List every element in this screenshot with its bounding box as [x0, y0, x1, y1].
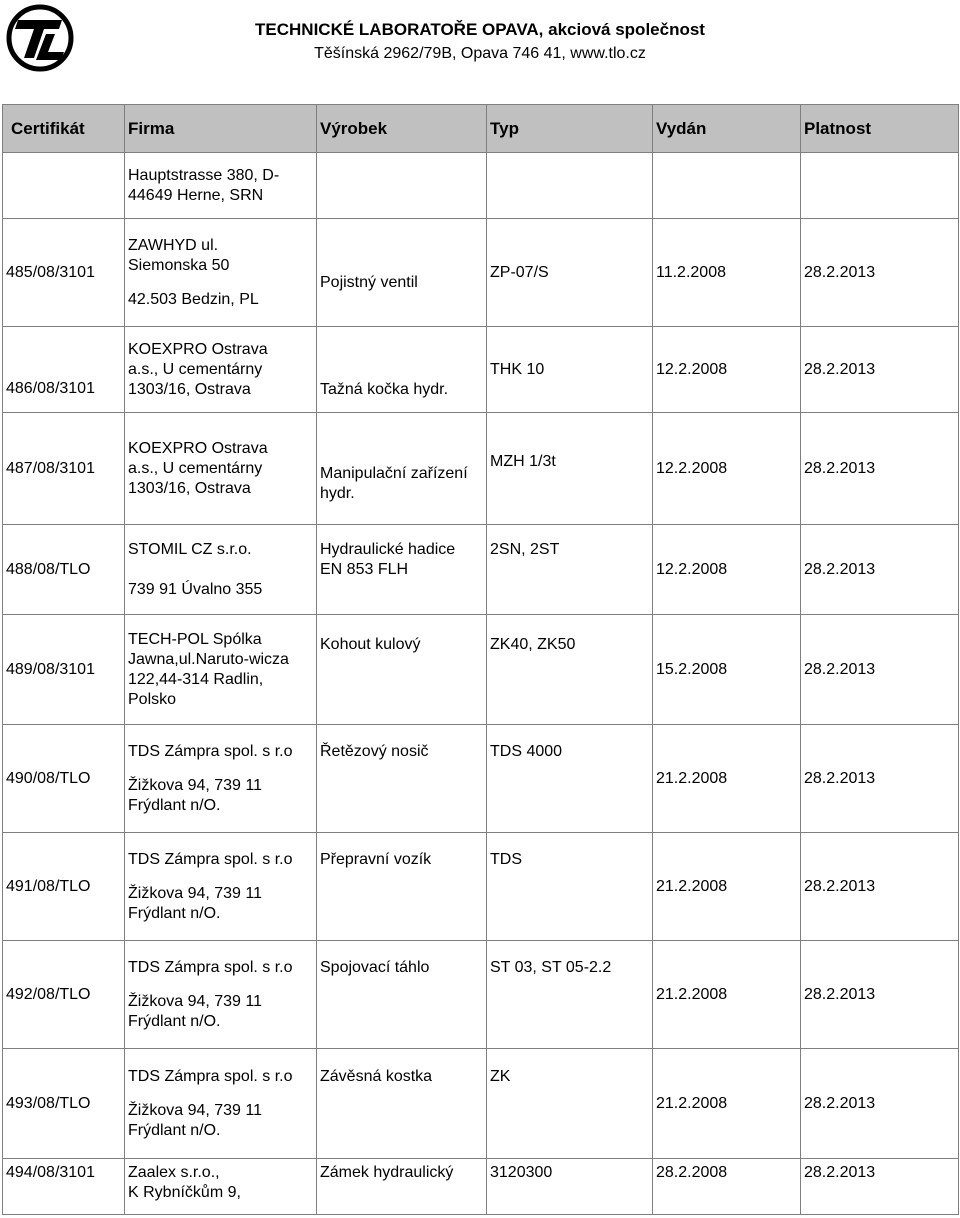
cert-cell: 491/08/TLO: [3, 833, 125, 941]
firm-line: 42.503 Bedzin, PL: [128, 290, 259, 308]
cert-cell: 494/08/3101: [3, 1159, 125, 1215]
table-row: [3, 615, 959, 725]
firm-cell: [125, 1159, 317, 1215]
company-address: Těšínská 2962/79B, Opava 746 41, www.tlo.cz: [314, 45, 646, 62]
product-cell: Spojovací táhlo: [317, 941, 487, 1049]
firm-line: TDS Zámpra spol. s r.o: [128, 742, 293, 760]
header-firm: Firma: [125, 105, 317, 153]
company-name: TECHNICKÉ LABORATOŘE OPAVA, akciová společnost: [255, 20, 705, 39]
firm-line: Žižkova 94, 739 11: [128, 776, 263, 794]
product-cell: [317, 153, 487, 219]
firm-line: STOMIL CZ s.r.o.: [128, 540, 252, 558]
header-validity: Platnost: [801, 105, 959, 153]
type-cell: THK 10: [487, 327, 653, 413]
product-cell: Závěsná kostka: [317, 1049, 487, 1159]
validity-cell: 28.2.2013: [801, 941, 959, 1049]
cert-cell: 486/08/3101: [3, 327, 125, 413]
product-cell: Pojistný ventil: [317, 219, 487, 327]
validity-cell: 28.2.2013: [801, 219, 959, 327]
firm-line: Frýdlant n/O.: [128, 1012, 221, 1030]
firm-line: TDS Zámpra spol. s r.o: [128, 1067, 293, 1085]
firm-line: K Rybníčkům 9,: [128, 1184, 241, 1201]
product-cell: Řetězový nosič: [317, 725, 487, 833]
firm-line: Frýdlant n/O.: [128, 904, 221, 922]
firm-line: Frýdlant n/O.: [128, 1121, 221, 1139]
firm-line: 739 91 Úvalno 355: [128, 580, 263, 598]
product-line: Manipulační zařízení: [320, 464, 468, 482]
header-product: Výrobek: [317, 105, 487, 153]
firm-cell: [125, 615, 317, 725]
type-cell: TDS 4000: [487, 725, 653, 833]
firm-line: Hauptstrasse 380, D-: [128, 166, 280, 184]
issued-cell: 12.2.2008: [653, 413, 801, 525]
cert-cell: 489/08/3101: [3, 615, 125, 725]
type-cell: 3120300: [487, 1159, 653, 1215]
cert-cell: 488/08/TLO: [3, 525, 125, 615]
firm-line: Žižkova 94, 739 11: [128, 992, 263, 1010]
issued-cell: [653, 153, 801, 219]
certificate-table: [2, 104, 959, 1215]
validity-cell: 28.2.2013: [801, 413, 959, 525]
table-row: [3, 725, 959, 833]
type-cell: ZP-07/S: [487, 219, 653, 327]
issued-cell: 21.2.2008: [653, 1049, 801, 1159]
type-cell: ST 03, ST 05-2.2: [487, 941, 653, 1049]
firm-line: ZAWHYD ul.: [128, 236, 219, 254]
cert-cell: 492/08/TLO: [3, 941, 125, 1049]
validity-cell: 28.2.2013: [801, 327, 959, 413]
product-line: Hydraulické hadice: [320, 540, 456, 558]
product-cell: Zámek hydraulický: [317, 1159, 487, 1215]
cert-cell: 485/08/3101: [3, 219, 125, 327]
product-line: hydr.: [320, 484, 355, 502]
table-row: [3, 525, 959, 615]
firm-cell: [125, 941, 317, 1049]
table-row: [3, 1049, 959, 1159]
firm-line: 122,44-314 Radlin,: [128, 670, 264, 688]
validity-cell: 28.2.2013: [801, 525, 959, 615]
product-cell: Tažná kočka hydr.: [317, 327, 487, 413]
firm-cell: [125, 725, 317, 833]
firm-line: a.s., U cementárny: [128, 360, 263, 378]
table-row: [3, 153, 959, 219]
firm-line: Jawna,ul.Naruto-wicza: [128, 650, 289, 668]
firm-line: 1303/16, Ostrava: [128, 380, 251, 398]
firm-line: KOEXPRO Ostrava: [128, 340, 268, 358]
product-line: EN 853 FLH: [320, 560, 409, 578]
type-cell: ZK40, ZK50: [487, 615, 653, 725]
issued-cell: 11.2.2008: [653, 219, 801, 327]
table-header-row: [3, 105, 959, 153]
firm-line: 1303/16, Ostrava: [128, 479, 251, 497]
validity-cell: 28.2.2013: [801, 1049, 959, 1159]
firm-cell: [125, 219, 317, 327]
type-cell: TDS: [487, 833, 653, 941]
validity-cell: 28.2.2013: [801, 615, 959, 725]
firm-line: a.s., U cementárny: [128, 459, 263, 477]
cert-cell: [3, 153, 125, 219]
validity-cell: 28.2.2013: [801, 725, 959, 833]
validity-cell: 28.2.2013: [801, 1159, 959, 1215]
table-row: [3, 1159, 959, 1215]
issued-cell: 15.2.2008: [653, 615, 801, 725]
issued-cell: 28.2.2008: [653, 1159, 801, 1215]
firm-line: TDS Zámpra spol. s r.o: [128, 958, 293, 976]
issued-cell: 12.2.2008: [653, 525, 801, 615]
firm-cell: [125, 833, 317, 941]
issued-cell: 21.2.2008: [653, 725, 801, 833]
table-row: [3, 327, 959, 413]
firm-cell: [125, 413, 317, 525]
product-cell: [317, 525, 487, 615]
cert-cell: 487/08/3101: [3, 413, 125, 525]
firm-cell: [125, 525, 317, 615]
firm-line: Polsko: [128, 690, 177, 708]
issued-cell: 21.2.2008: [653, 833, 801, 941]
issued-cell: 21.2.2008: [653, 941, 801, 1049]
firm-cell: [125, 153, 317, 219]
firm-line: Zaalex s.r.o.,: [128, 1164, 220, 1181]
type-cell: ZK: [487, 1049, 653, 1159]
validity-cell: [801, 153, 959, 219]
firm-line: 44649 Herne, SRN: [128, 186, 264, 204]
product-cell: Přepravní vozík: [317, 833, 487, 941]
table-row: [3, 219, 959, 327]
firm-line: Žižkova 94, 739 11: [128, 884, 263, 902]
validity-cell: 28.2.2013: [801, 833, 959, 941]
table-row: [3, 413, 959, 525]
header-certificate: Certifikát: [3, 105, 125, 153]
issued-cell: 12.2.2008: [653, 327, 801, 413]
table-row: [3, 941, 959, 1049]
type-cell: MZH 1/3t: [487, 413, 653, 525]
product-cell: Kohout kulový: [317, 615, 487, 725]
product-cell: [317, 413, 487, 525]
header-type: Typ: [487, 105, 653, 153]
header-issued: Vydán: [653, 105, 801, 153]
firm-line: Žižkova 94, 739 11: [128, 1101, 263, 1119]
firm-line: Frýdlant n/O.: [128, 796, 221, 814]
table-row: [3, 833, 959, 941]
firm-line: Siemonska 50: [128, 256, 230, 274]
firm-line: TDS Zámpra spol. s r.o: [128, 850, 293, 868]
firm-line: KOEXPRO Ostrava: [128, 439, 268, 457]
type-cell: [487, 153, 653, 219]
type-cell: 2SN, 2ST: [487, 525, 653, 615]
firm-cell: [125, 1049, 317, 1159]
firm-cell: [125, 327, 317, 413]
cert-cell: 493/08/TLO: [3, 1049, 125, 1159]
firm-line: TECH-POL Spólka: [128, 630, 262, 648]
cert-cell: 490/08/TLO: [3, 725, 125, 833]
